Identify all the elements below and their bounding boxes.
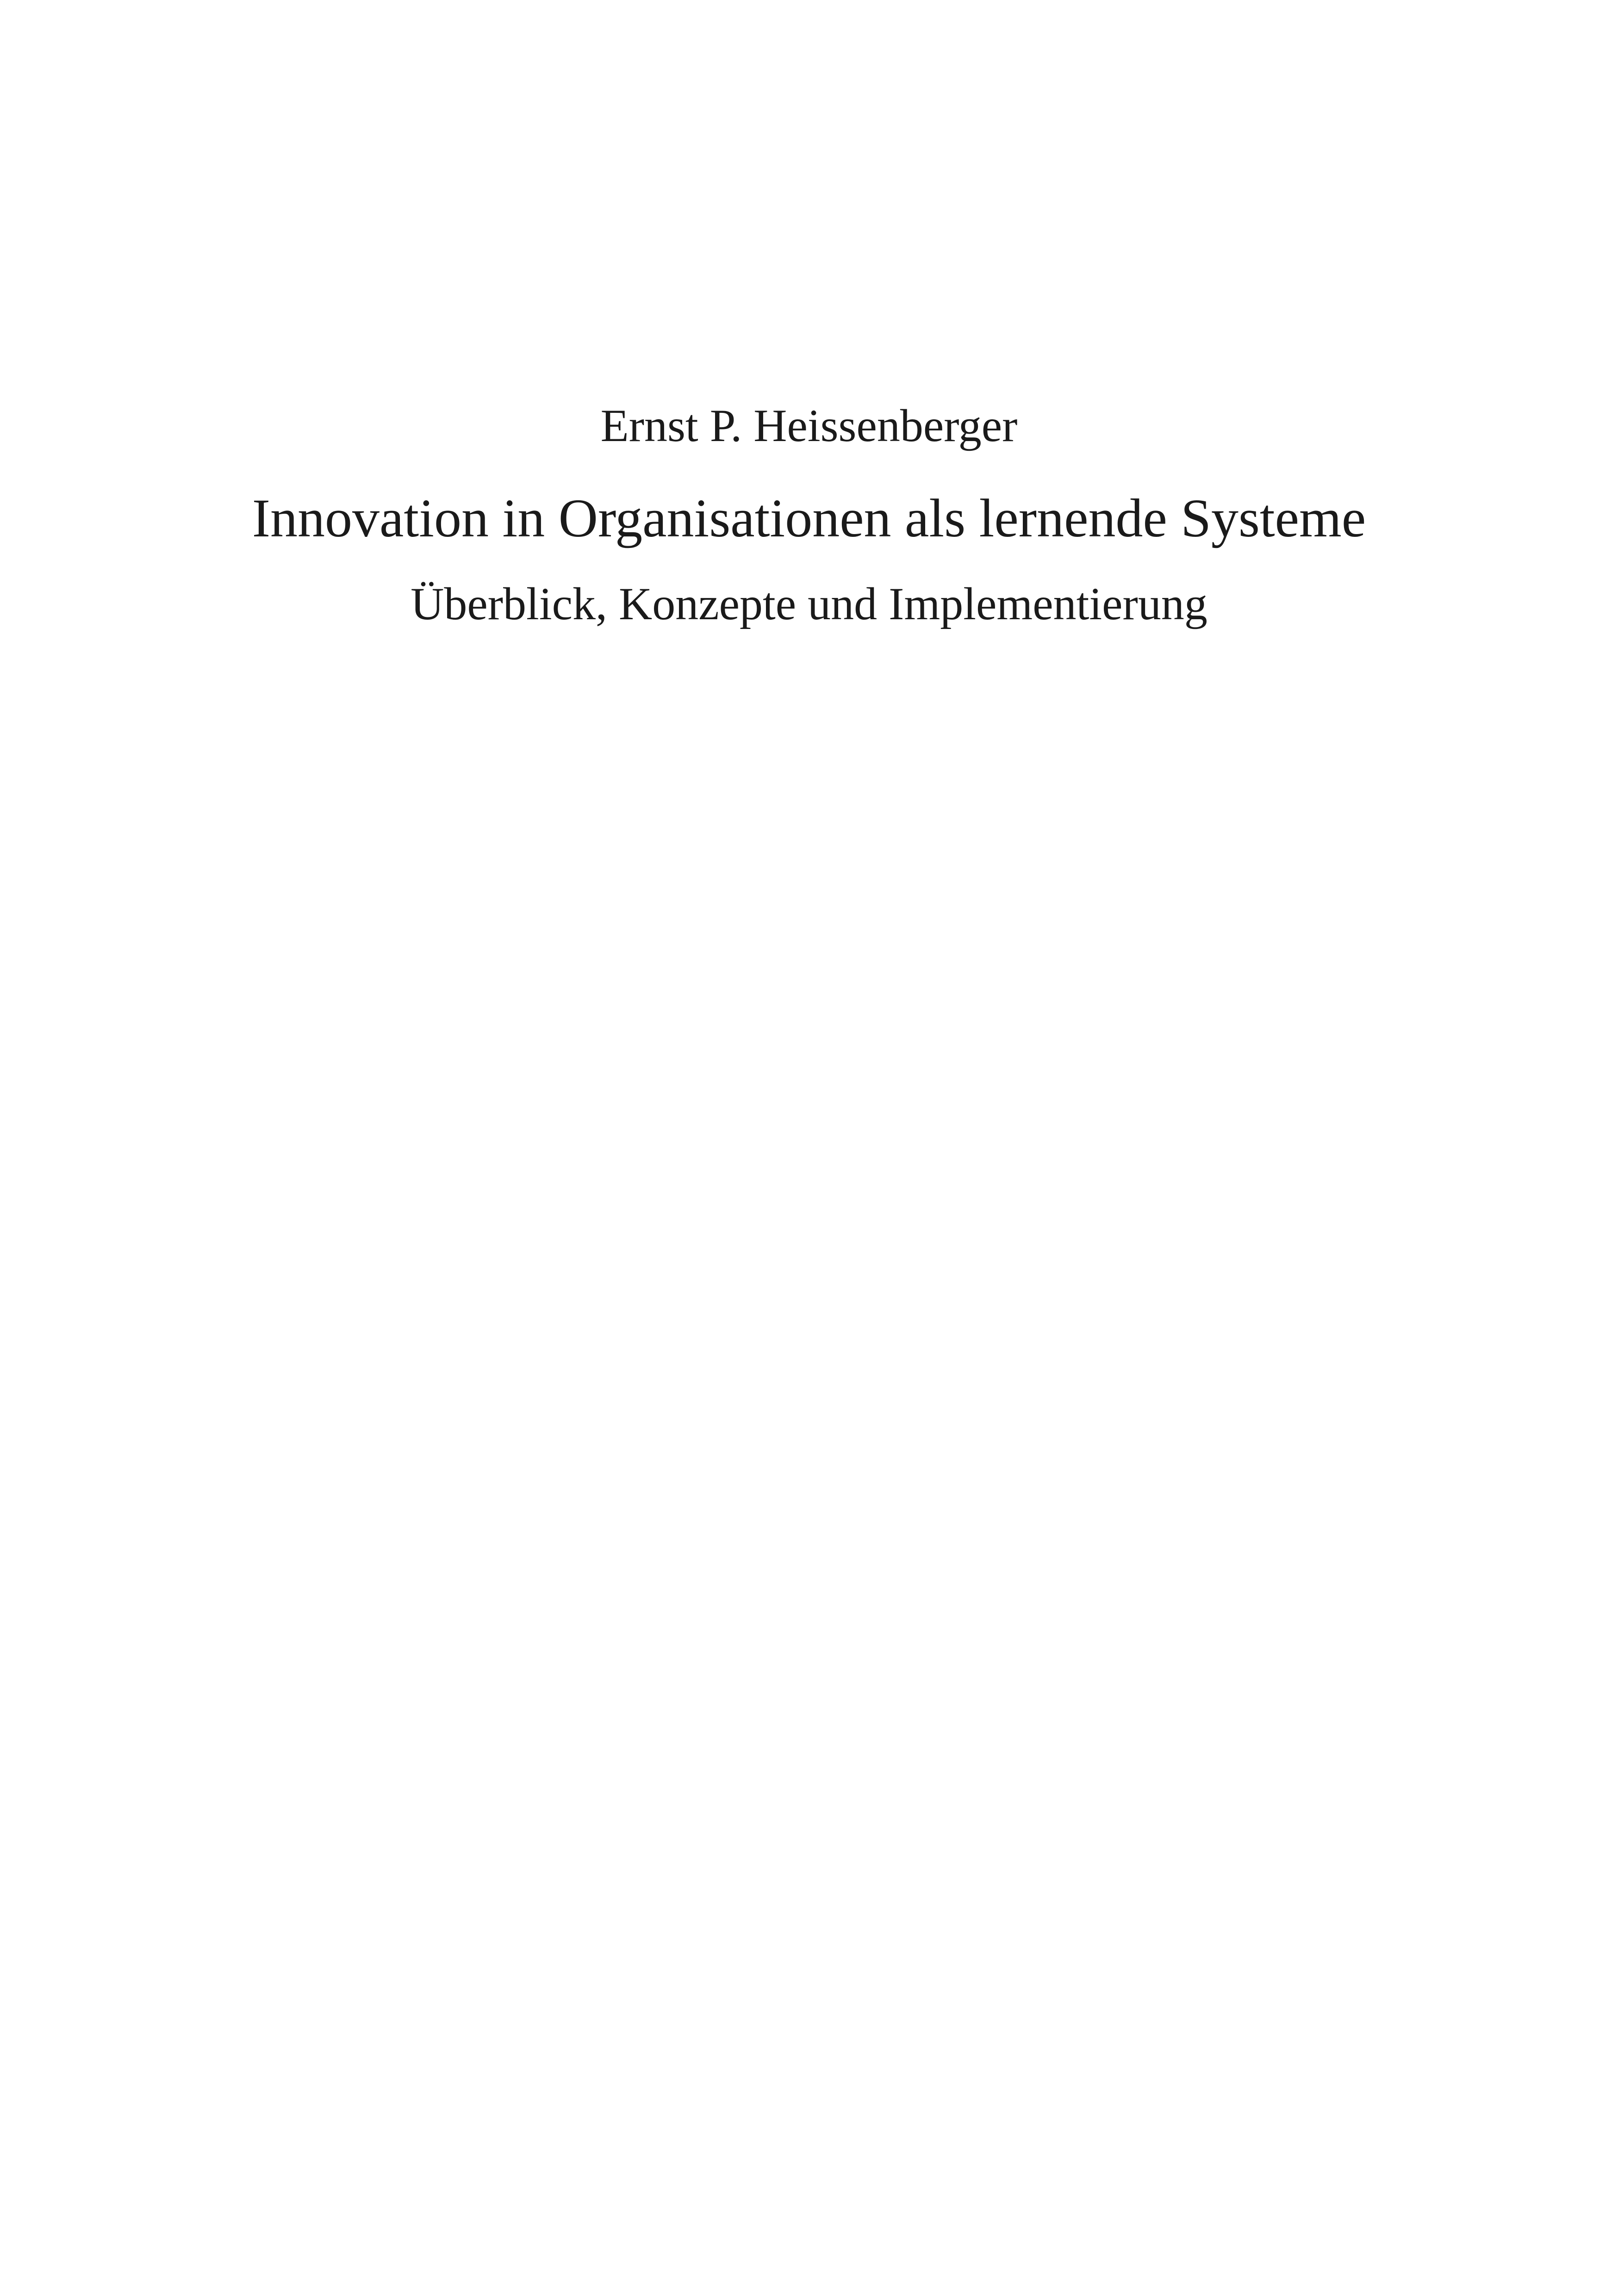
book-subtitle: Überblick, Konzepte und Implementierung: [411, 578, 1207, 629]
author-name: Ernst P. Heissenberger: [600, 400, 1018, 451]
book-title: Innovation in Organisationen als lernende Systeme: [252, 488, 1366, 548]
